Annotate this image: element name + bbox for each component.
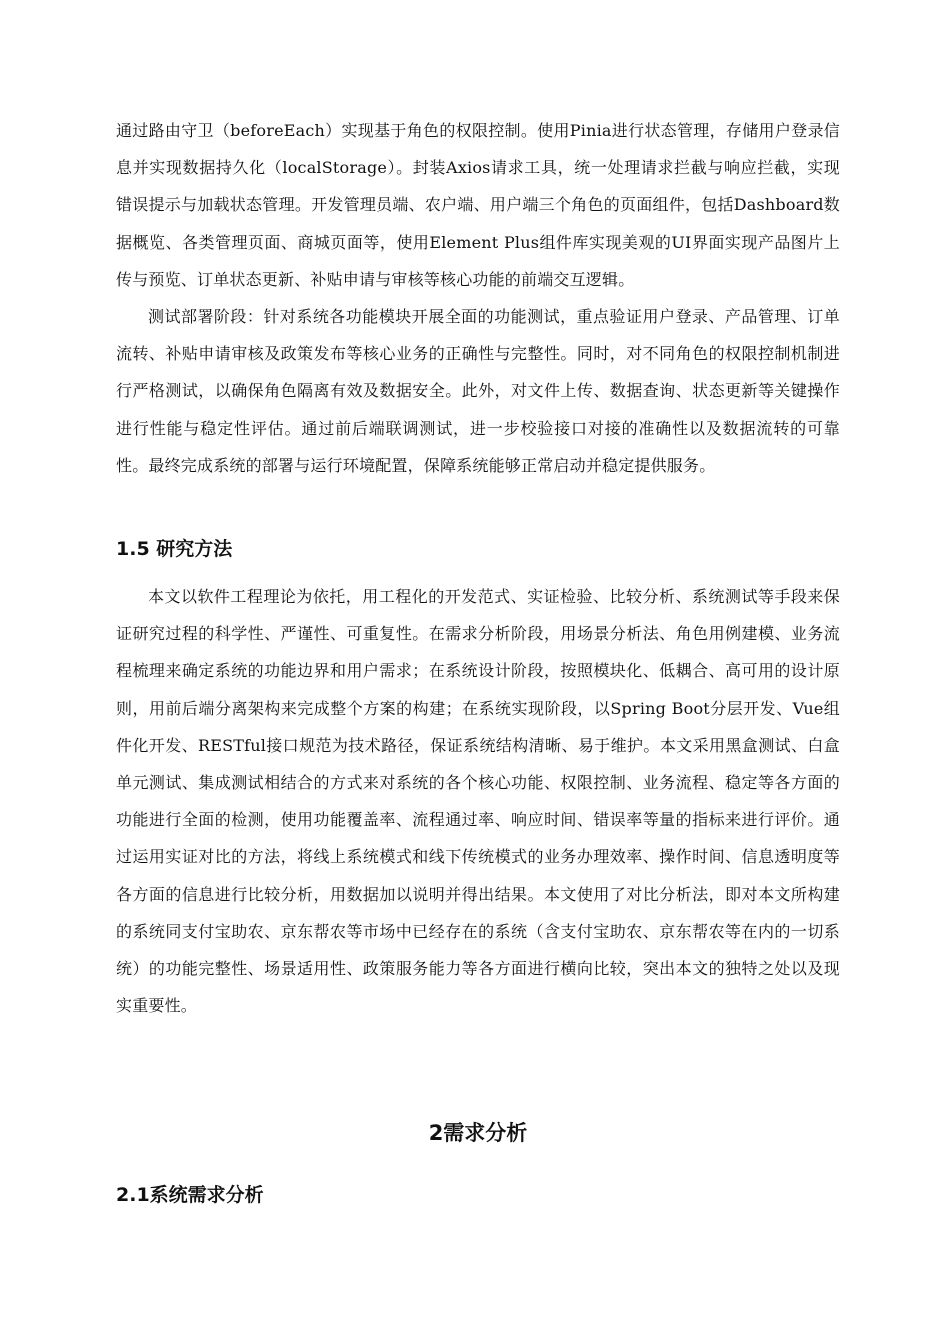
paragraph-frontend-implementation: 通过路由守卫（beforeEach）实现基于角色的权限控制。使用Pinia进行状态管理，存储用户登录信息并实现数据持久化（localStorage）。封装Axios请求工具，统一处理请求拦截与响应拦截，实现错误提示与加载状态管理。开发管理员端、农户端、用户端三个角色的页面组件，包括Dashboard数据概览、各类管理页面、商城页面等，使用Element Plus组件库实现美观的UI界面实现产品图片上传与预览、订单状态更新、补贴申请与审核等核心功能的前端交互逻辑。 bbox=[116, 121, 840, 289]
section-heading-system-requirements: 2.1系统需求分析 bbox=[116, 1184, 264, 1206]
paragraph-research-methods: 本文以软件工程理论为依托，用工程化的开发范式、实证检验、比较分析、系统测试等手段来保证研究过程的科学性、严谨性、可重复性。在需求分析阶段，用场景分析法、角色用例建模、业务流程梳理来确定系统的功能边界和用户需求；在系统设计阶段，按照模块化、低耦合、高可用的设计原则，用前后端分离架构来完成整个方案的构建；在系统实现阶段，以Spring Boot分层开发、Vue组件化开发、RESTful接口规范为技术路径，保证系统结构清晰、易于维护。本文采用黑盒测试、白盒单元测试、集成测试相结合的方式来对系统的各个核心功能、权限控制、业务流程、稳定等各方面的功能进行全面的检测，使用功能覆盖率、流程通过率、响应时间、错误率等量的指标来进行评价。通过运用实证对比的方法，将线上系统模式和线下传统模式的业务办理效率、操作时间、信息透明度等各方面的信息进行比较分析，用数据加以说明并得出结果。本文使用了对比分析法，即对本文所构建的系统同支付宝助农、京东帮农等市场中已经存在的系统（含支付宝助农、京东帮农等在内的一切系统）的功能完整性、场景适用性、政策服务能力等各方面进行横向比较，突出本文的独特之处以及现实重要性。 bbox=[116, 587, 840, 1016]
paragraph-testing-deployment: 测试部署阶段：针对系统各功能模块开展全面的功能测试，重点验证用户登录、产品管理、订单流转、补贴申请审核及政策发布等核心业务的正确性与完整性。同时，对不同角色的权限控制机制进行严格测试，以确保角色隔离有效及数据安全。此外，对文件上传、数据查询、状态更新等关键操作进行性能与稳定性评估。通过前后端联调测试，进一步校验接口对接的准确性以及数据流转的可靠性。最终完成系统的部署与运行环境配置，保障系统能够正常启动并稳定提供服务。 bbox=[116, 307, 840, 475]
chapter-heading-requirements-analysis: 2需求分析 bbox=[428, 1121, 528, 1145]
section-heading-research-methods: 1.5 研究方法 bbox=[116, 538, 233, 560]
